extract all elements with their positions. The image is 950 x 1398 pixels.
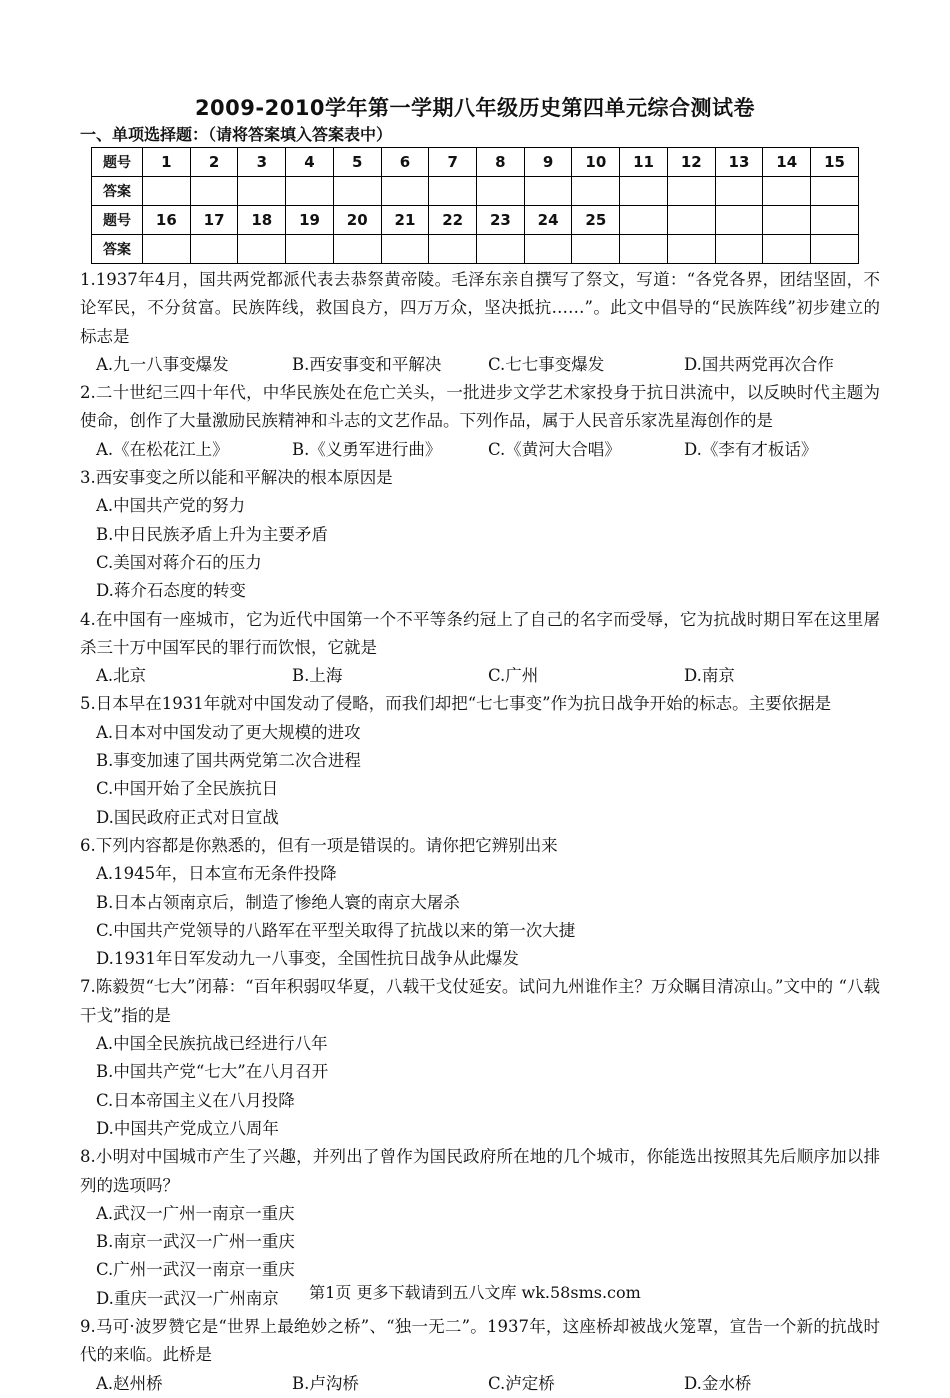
number-cell: 10 — [572, 148, 620, 177]
option-a: A.《在松花江上》 — [96, 439, 229, 459]
answer-cell[interactable] — [190, 235, 238, 264]
answer-cell[interactable] — [524, 235, 572, 264]
option-c: C.中国共产党领导的八路军在平型关取得了抗战以来的第一次大捷 — [96, 920, 576, 940]
number-cell: 23 — [477, 206, 525, 235]
option-d: D.国共两党再次合作 — [684, 354, 834, 374]
question-stem: 3.西安事变之所以能和平解决的根本原因是 — [80, 468, 393, 488]
question-7 — [80, 973, 880, 1143]
option-a: A.1945年，日本宣布无条件投降 — [96, 864, 337, 884]
number-cell: 21 — [381, 206, 429, 235]
option-b: B.事变加速了国共两党第二次合进程 — [96, 751, 361, 771]
number-cell: 11 — [620, 148, 668, 177]
option-group — [80, 860, 880, 973]
option-group — [80, 492, 880, 605]
answer-cell[interactable] — [143, 235, 191, 264]
row-header-number: 题号 — [92, 206, 143, 235]
number-cell: 9 — [524, 148, 572, 177]
answer-cell[interactable] — [190, 177, 238, 206]
number-cell: 3 — [238, 148, 286, 177]
number-cell: 20 — [333, 206, 381, 235]
option-d: D.金水桥 — [684, 1373, 752, 1393]
number-cell: 1 — [143, 148, 191, 177]
number-cell: 17 — [190, 206, 238, 235]
option-c: C.《黄河大合唱》 — [488, 439, 621, 459]
number-cell: 5 — [333, 148, 381, 177]
answer-cell[interactable] — [429, 177, 477, 206]
option-a: A.武汉一广州一南京一重庆 — [96, 1203, 295, 1223]
answer-cell[interactable] — [333, 177, 381, 206]
number-cell — [715, 206, 763, 235]
page-title: 2009-2010学年第一学期八年级历史第四单元综合测试卷 — [194, 96, 756, 120]
option-a: A.北京 — [96, 666, 147, 686]
answer-cell[interactable] — [572, 235, 620, 264]
option-a: A.中国全民族抗战已经进行八年 — [96, 1034, 328, 1054]
number-cell: 15 — [811, 148, 859, 177]
table-row — [92, 148, 859, 177]
question-stem: 6.下列内容都是你熟悉的，但有一项是错误的。请你把它辨别出来 — [80, 835, 558, 855]
option-group — [80, 662, 880, 690]
option-b: B.日本占领南京后，制造了惨绝人寰的南京大屠杀 — [96, 892, 460, 912]
answer-cell[interactable] — [763, 235, 811, 264]
option-b: B.中国共产党“七大”在八月召开 — [96, 1062, 329, 1082]
number-cell: 6 — [381, 148, 429, 177]
option-c: C.广州 — [488, 666, 539, 686]
option-a: A.日本对中国发动了更大规模的进攻 — [96, 722, 361, 742]
option-d: D.南京 — [684, 666, 735, 686]
table-row — [92, 206, 859, 235]
number-cell: 16 — [143, 206, 191, 235]
question-stem: 2.二十世纪三四十年代，中华民族处在危亡关头，一批进步文学艺术家投身于抗日洪流中，以反映时代主题为使命，创作了大量激励民族精神和斗志的文艺作品。下列作品，属于人民音乐家冼星海创作的是 — [80, 383, 880, 431]
question-6 — [80, 832, 880, 973]
answer-cell[interactable] — [286, 235, 334, 264]
answer-table — [91, 147, 859, 264]
section-heading: 一、单项选择题：（请将答案填入答案表中） — [80, 125, 393, 144]
page-footer: 第1页 更多下载请到五八文库 wk.58sms.com — [309, 1283, 641, 1302]
number-cell — [667, 206, 715, 235]
answer-cell[interactable] — [381, 177, 429, 206]
number-cell: 19 — [286, 206, 334, 235]
answer-cell[interactable] — [811, 177, 859, 206]
option-a: A.九一八事变爆发 — [96, 354, 229, 374]
number-cell: 22 — [429, 206, 477, 235]
option-a: A.赵州桥 — [96, 1373, 163, 1393]
question-4 — [80, 606, 880, 691]
question-5 — [80, 690, 880, 831]
answer-cell[interactable] — [477, 177, 525, 206]
answer-cell[interactable] — [333, 235, 381, 264]
option-group — [80, 1030, 880, 1143]
option-b: B.中日民族矛盾上升为主要矛盾 — [96, 524, 328, 544]
answer-cell[interactable] — [715, 235, 763, 264]
option-group — [80, 1370, 880, 1398]
option-d: D.国民政府正式对日宣战 — [96, 807, 279, 827]
number-cell: 24 — [524, 206, 572, 235]
row-header-number: 题号 — [92, 148, 143, 177]
answer-cell[interactable] — [572, 177, 620, 206]
option-d: D.《李有才板话》 — [684, 439, 818, 459]
answer-cell[interactable] — [477, 235, 525, 264]
answer-cell[interactable] — [715, 177, 763, 206]
answer-cell[interactable] — [620, 235, 668, 264]
number-cell — [811, 206, 859, 235]
number-cell — [763, 206, 811, 235]
number-cell: 12 — [667, 148, 715, 177]
answer-cell[interactable] — [381, 235, 429, 264]
option-d: D.重庆一武汉一广州南京 — [96, 1288, 279, 1308]
option-c: C.广州一武汉一南京一重庆 — [96, 1260, 295, 1280]
number-cell: 4 — [286, 148, 334, 177]
question-stem: 4.在中国有一座城市，它为近代中国第一个不平等条约冠上了自己的名字而受辱，它为抗战时期日军在这里屠杀三十万中国军民的罪行而饮恨，它就是 — [80, 609, 880, 657]
question-2 — [80, 379, 880, 464]
number-cell: 7 — [429, 148, 477, 177]
option-d: D.蒋介石态度的转变 — [96, 581, 246, 601]
option-c: C.中国开始了全民族抗日 — [96, 779, 279, 799]
option-a: A.中国共产党的努力 — [96, 496, 246, 516]
answer-cell[interactable] — [143, 177, 191, 206]
number-cell — [620, 206, 668, 235]
option-b: B.西安事变和平解决 — [292, 354, 442, 374]
answer-cell[interactable] — [620, 177, 668, 206]
option-b: B.南京一武汉一广州一重庆 — [96, 1232, 295, 1252]
answer-cell[interactable] — [238, 177, 286, 206]
option-d: D.中国共产党成立八周年 — [96, 1118, 279, 1138]
number-cell: 13 — [715, 148, 763, 177]
question-stem: 9.马可·波罗赞它是“世界上最绝妙之桥”、“独一无二”。1937年，这座桥却被战火笼罩，宣告一个新的抗战时代的来临。此桥是 — [80, 1316, 880, 1365]
question-stem: 8.小明对中国城市产生了兴趣，并列出了曾作为国民政府所在地的几个城市，你能选出按照其先后顺序加以排列的选项吗？ — [80, 1147, 880, 1195]
number-cell: 14 — [763, 148, 811, 177]
number-cell: 2 — [190, 148, 238, 177]
answer-cell[interactable] — [667, 235, 715, 264]
answer-cell[interactable] — [524, 177, 572, 206]
number-cell: 8 — [477, 148, 525, 177]
option-b: B.上海 — [292, 666, 343, 686]
answer-cell[interactable] — [667, 177, 715, 206]
option-group — [80, 351, 880, 379]
answer-cell[interactable] — [763, 177, 811, 206]
option-c: C.日本帝国主义在八月投降 — [96, 1090, 295, 1110]
answer-cell[interactable] — [286, 177, 334, 206]
option-d: D.1931年日军发动九一八事变，全国性抗日战争从此爆发 — [96, 949, 519, 969]
answer-cell[interactable] — [429, 235, 477, 264]
question-stem: 5.日本早在1931年就对中国发动了侵略，而我们却把“七七事变”作为抗日战争开始的标志。主要依据是 — [80, 694, 832, 714]
question-stem: 7.陈毅贺“七大”闭幕：“百年积弱叹华夏，八载干戈仗延安。试问九州谁作主？万众瞩目清凉山。”文中的 “八载干戈”指的是 — [80, 977, 880, 1025]
option-b: B.《义勇军进行曲》 — [292, 439, 442, 459]
option-b: B.卢沟桥 — [292, 1373, 359, 1393]
option-c: C.七七事变爆发 — [488, 354, 605, 374]
table-row — [92, 177, 859, 206]
question-3 — [80, 464, 880, 605]
question-1 — [80, 266, 880, 379]
option-c: C.美国对蒋介石的压力 — [96, 552, 262, 572]
row-header-answer: 答案 — [92, 177, 143, 206]
option-c: C.泸定桥 — [488, 1373, 555, 1393]
number-cell: 18 — [238, 206, 286, 235]
option-group — [80, 436, 880, 464]
number-cell: 25 — [572, 206, 620, 235]
answer-cell[interactable] — [238, 235, 286, 264]
question-9 — [80, 1313, 880, 1398]
question-list — [80, 266, 880, 1398]
question-stem: 1.1937年4月，国共两党都派代表去恭祭黄帝陵。毛泽东亲自撰写了祭文，写道：“各党各界，团结坚固，不论军民，不分贫富。民族阵线，救国良方，四万万众，坚决抵抗……”。此文中倡导的“民族阵线”初步建立的标志是 — [80, 270, 880, 346]
answer-cell[interactable] — [811, 235, 859, 264]
row-header-answer: 答案 — [92, 235, 143, 264]
table-row — [92, 235, 859, 264]
option-group — [80, 719, 880, 832]
